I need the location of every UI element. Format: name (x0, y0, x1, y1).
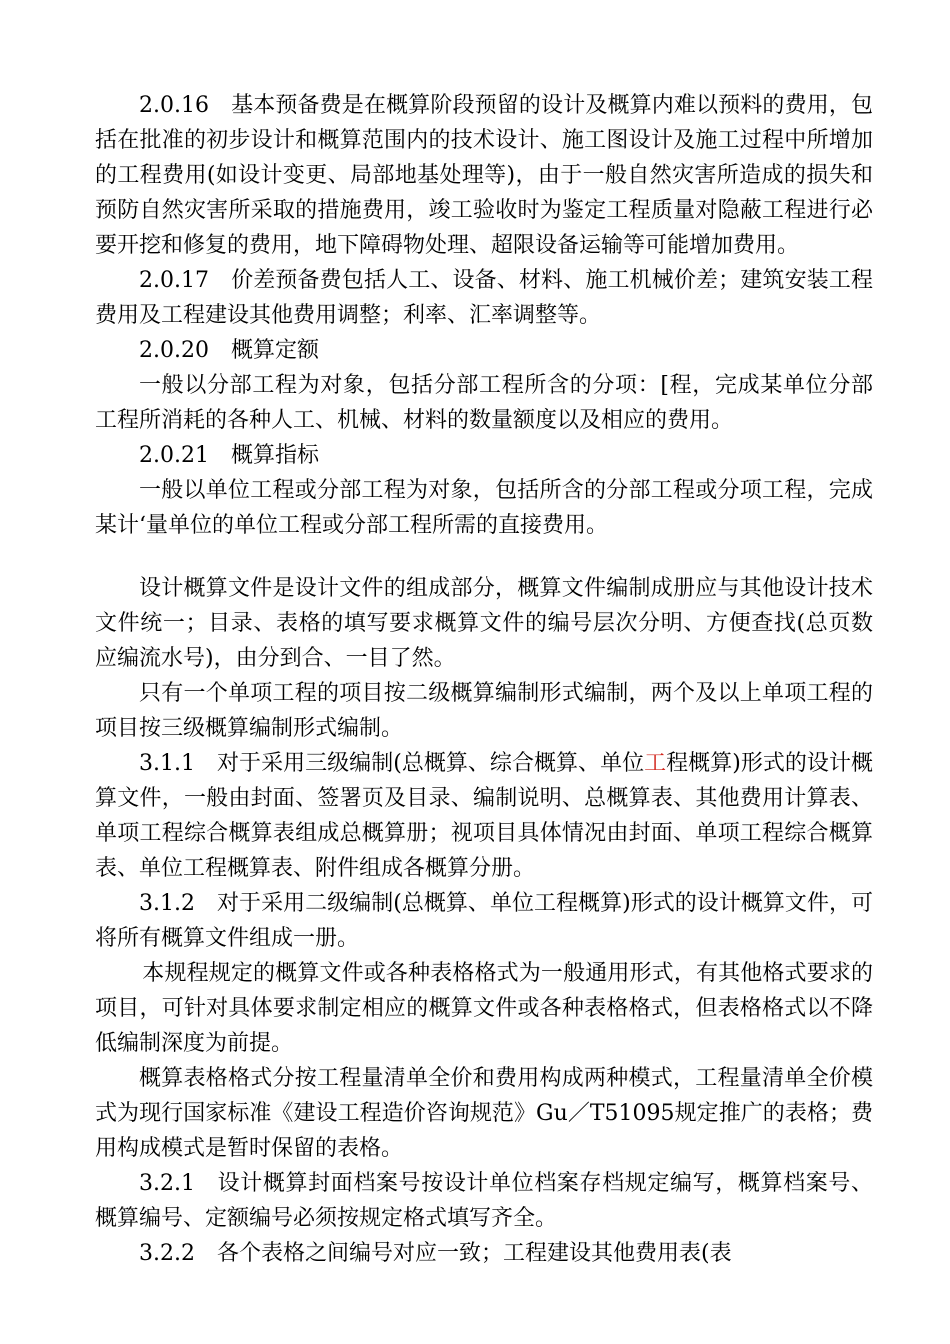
clause-number: 3.1.1 (139, 751, 195, 776)
clause-title: 概算定额 (230, 338, 319, 363)
clause-3-1-2 (95, 886, 873, 956)
clause-2-0-16 (95, 88, 873, 263)
clause-number: 2.0.21 (139, 443, 209, 468)
section-gap (95, 543, 873, 571)
clause-number: 3.1.2 (139, 891, 195, 916)
document-page (95, 88, 873, 1271)
clause-number: 2.0.17 (139, 268, 209, 293)
clause-text: 对于采用二级编制(总概算、单位工程概算)形式的设计概算文件，可将所有概算文件组成一册。 (95, 891, 873, 951)
single-item-paragraph: 只有一个单项工程的项目按二级概算编制形式编制，两个及以上单项工程的项目按三级概算编制形式编制。 (95, 681, 873, 741)
clause-number: 3.2.1 (139, 1171, 195, 1196)
design-doc-paragraph: 设计概算文件是设计文件的组成部分，概算文件编制成册应与其他设计技术文件统一；目录、表格的填写要求概算文件的编号层次分明、方便查找(总页数应编流水号)，由分到合、一目了然。 (95, 576, 873, 671)
clause-2-0-21-heading (95, 438, 873, 473)
clause-2-0-20-body: 一般以分部工程为对象，包括分部工程所含的分项：[程，完成某单位分部工程所消耗的各种人工、机械、材料的数量额度以及相应的费用。 (95, 373, 873, 433)
highlighted-char: 工 (644, 751, 667, 776)
clause-3-2-2 (95, 1236, 873, 1271)
clause-3-2-1 (95, 1166, 873, 1236)
table-format-paragraph: 概算表格格式分按工程量清单全价和费用构成两种模式，工程量清单全价模式为现行国家标准《建设工程造价咨询规范》Gu／T51095规定推广的表格；费用构成模式是暂时保留的表格。 (95, 1066, 873, 1161)
clause-2-0-21-body: 一般以单位工程或分部工程为对象，包括所含的分部工程或分项工程，完成某计‘量单位的单位工程或分部工程所需的直接费用。 (95, 478, 873, 538)
clause-text: 对于采用三级编制(总概算、综合概算、单位 (216, 751, 645, 776)
clause-text: 各个表格之间编号对应一致；工程建设其他费用表(表 (216, 1241, 732, 1266)
clause-text: 设计概算封面档案号按设计单位档案存档规定编写，概算档案号、概算编号、定额编号必须按规定格式填写齐全。 (95, 1171, 873, 1231)
regulation-paragraph: 本规程规定的概算文件或各种表格格式为一般通用形式，有其他格式要求的项目，可针对具体要求制定相应的概算文件或各种表格格式，但表格格式以不降低编制深度为前提。 (95, 961, 873, 1056)
clause-number: 3.2.2 (139, 1241, 195, 1266)
clause-number: 2.0.20 (139, 338, 209, 363)
clause-2-0-17 (95, 263, 873, 333)
clause-text: 基本预备费是在概算阶段预留的设计及概算内难以预料的费用，包括在批准的初步设计和概算范围内的技术设计、施工图设计及施工过程中所增加的工程费用(如设计变更、局部地基处理等)，由于一般自然灾害所造成的损失和预防自然灾害所采取的措施费用，竣工验收时为鉴定工程质量对隐蔽工程进行必要开挖和修复的费用，地下障碍物处理、超限设备运输等可能增加费用。 (95, 93, 873, 258)
clause-3-1-1 (95, 746, 873, 886)
clause-title: 概算指标 (230, 443, 319, 468)
clause-text: 价差预备费包括人工、设备、材料、施工机械价差；建筑安装工程费用及工程建设其他费用调整；利率、汇率调整等。 (95, 268, 873, 328)
clause-text-cont: 程概算)形式的设计概算文件，一般由封面、签署页及目录、编制说明、总概算表、其他费用计算表、单项工程综合概算表组成总概算册；视项目具体情况由封面、单项工程综合概算表、单位工程概算表、附件组成各概算分册。 (95, 751, 873, 881)
clause-number: 2.0.16 (139, 93, 209, 118)
clause-2-0-20-heading (95, 333, 873, 368)
